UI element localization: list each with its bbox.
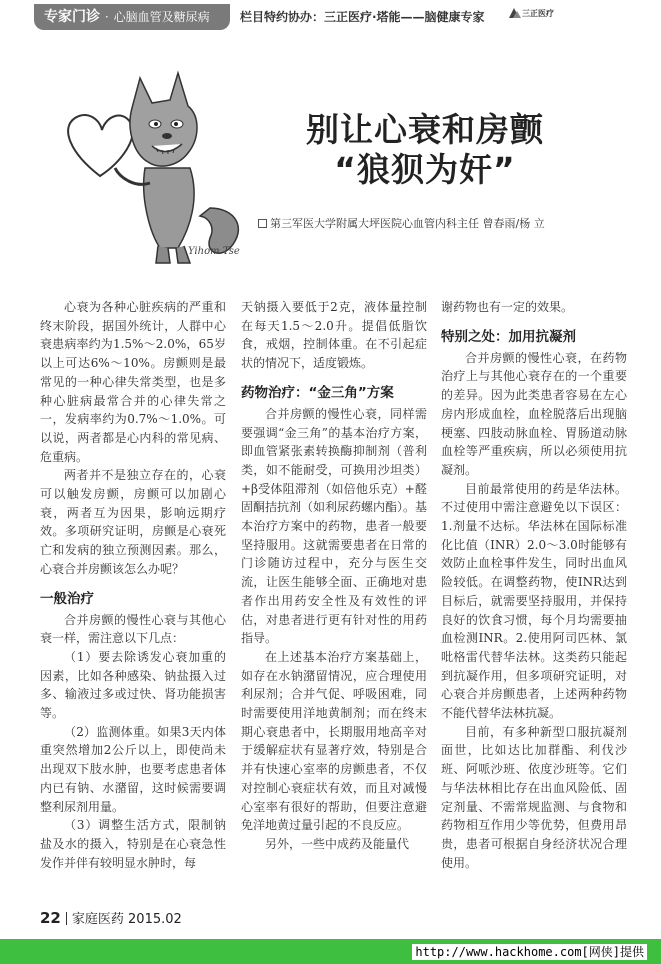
page-footer [40,908,182,927]
column-2 [241,298,427,854]
section-tag [34,4,230,30]
column-1 [40,298,226,872]
wolf-body [144,168,194,248]
section-dot: · [104,10,109,24]
paragraph: 另外，一些中成药及能量代 [265,836,410,851]
section-subtitle: 心脑血管及糖尿病 [113,10,210,24]
page-number: 22 [40,909,61,927]
byline-box-icon [258,219,267,228]
issue-date: 2015.02 [128,912,182,927]
author-byline [258,215,545,231]
sponsor-logo [508,4,556,30]
paragraph: （3）调整生活方式，限制钠盐及水的摄入，特别是在心衰急性发作并伴有较明显水肿时，每 [40,818,226,870]
wolf-heart-illustration [60,58,270,278]
paragraph: 合并房颤的慢性心衰，在药物治疗上与其他心衰存在的一个重要的差异。因为此类患者容易在左心房内形成血栓，血栓脱落后出现脑梗塞、四肢动脉血栓、胃肠道动脉血栓等严重疾病，所以必须使用抗凝剂。 [441,350,627,477]
paragraph: （1）要去除诱发心衰加重的因素，比如各种感染、钠盐摄入过多、输液过多或过快、肾功能损害等。 [40,649,226,721]
sponsor-line: 栏目特约协办：三正医疗·塔能——脑健康专家 [240,10,485,24]
logo-text: 三正医疗 [522,9,554,18]
paragraph: 合并房颤的慢性心衰，同样需要强调“金三角”的基本治疗方案，即血管紧张素转换酶抑制剂（普利类，如不能耐受，可换用沙坦类）+β受体阻滞剂（如倍他乐克）+醛固酮拮抗剂（如利尿药螺内酯）。基本治疗方案中的药物，患者一般要坚持服用。这就需要患者在日常的门诊随访过程中，充分与医生交流，让医生能够全面、正确地对患者作出用药安全性及有效性的评估，对患者进行更有针对性的用药指导。 [241,406,428,646]
section-title: 专家门诊 [44,9,100,25]
column-3 [441,298,627,872]
footer-divider [66,912,67,925]
header-bar [0,0,661,34]
paragraph: 在上述基本治疗方案基础上，如存在水钠潴留情况，应合理使用利尿剂；合并气促、呼吸困难，同时需要使用洋地黄制剂；而在终末期心衰患者中，长期服用地高辛对于缓解症状有显著疗效，特别是合并有快速心室率的房颤患者，不仅对控制心衰症状有效，而且对减慢心室率有很好的帮助，但要注意避免洋地黄过量引起的不良反应。 [241,649,427,833]
title-line-2: “狼狈为奸” [334,150,516,189]
paragraph: 目前，有多种新型口服抗凝剂面世，比如达比加群酯、利伐沙班、阿哌沙班、依度沙班等。它们与华法林相比存在出血风险低、固定剂量、不需常规监测、与食物和药物相互作用少等优势，但费用昂贵，患者可根据自身经济状况合理使用。 [441,724,627,870]
title-line-1: 别让心衰和房颤 [306,110,544,149]
watermark-url[interactable]: http://www.hackhome.com[网侠]提供 [412,944,647,960]
byline-text: 第三军医大学附属大坪医院心血管内科主任 曾春雨/杨 立 [270,217,545,230]
artist-signature: Yihom Tse [188,246,240,257]
paragraph: 目前最常使用的药是华法林。不过使用中需注意避免以下误区：1.剂量不达标。华法林在国际标准化比值（INR）2.0～3.0时能够有效防止血栓事件发生，同时出血风险较低。在调整药物，使INR达到目标后，就需要坚持服用，并保持良好的饮食习惯，每个月均需要抽血检测INR。2.使用阿司匹林、氯吡格雷代替华法林。这类药只能起到抗凝作用，但多项研究证明，对心衰合并房颤患者，上述两种药物不能代替华法林抗凝。 [441,481,627,721]
magazine-name: 家庭医药 [71,912,124,927]
section-heading: 一般治疗 [40,590,94,607]
paragraph: 两者并不是独立存在的，心衰可以触发房颤，房颤可以加剧心衰，两者互为因果，影响远期疗效。多项研究证明，房颤是心衰死亡和发病的独立预测因素。那么，心衰合并房颤该怎么办呢？ [40,468,226,576]
section-heading: 药物治疗：“金三角”方案 [241,384,394,401]
paragraph: 天钠摄入要低于2克，液体量控制在每天1.5～2.0升。提倡低脂饮食，戒烟，控制体重。在不引起症状的情况下，适度锻炼。 [241,300,427,371]
paragraph: （2）监测体重。如果3天内体重突然增加2公斤以上，即使尚未出现双下肢水肿，也要考虑患者体内已有钠、水潴留，这时候需要调整利尿剂用量。 [40,724,226,814]
paragraph: 心衰为各种心脏疾病的严重和终末阶段，据国外统计，人群中心衰患病率约为1.5%～2.0%，65岁以上可达6%～10%。房颤则是最常见的一种心律失常类型，也是多种心脏病最常合并的心律失常之一，发病率约为0.7%～1.0%。可以说，两者都是心内科的常见病、危重病。 [40,300,226,464]
article-title [290,110,560,190]
paragraph: 合并房颤的慢性心衰与其他心衰一样，需注意以下几点： [40,612,226,646]
paragraph: 谢药物也有一定的效果。 [441,300,574,314]
heart-icon [68,115,133,176]
section-heading: 特别之处：加用抗凝剂 [441,328,576,345]
